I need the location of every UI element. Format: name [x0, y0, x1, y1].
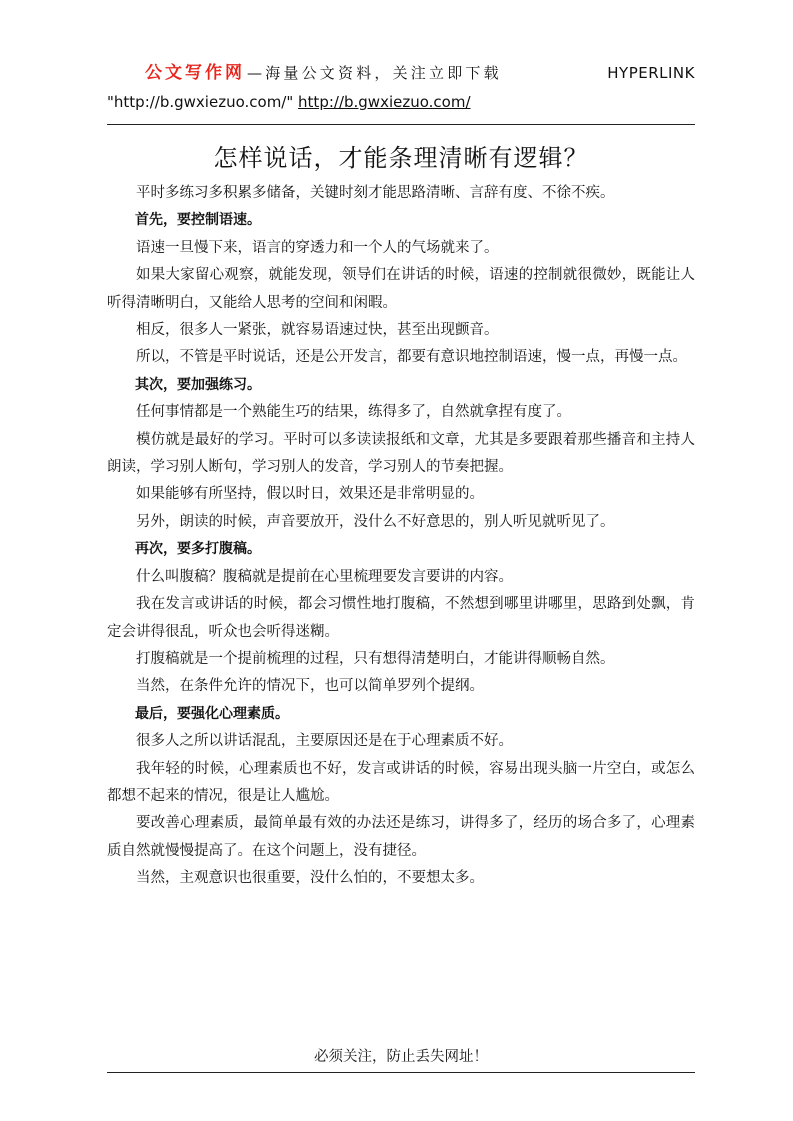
header-line-2	[107, 88, 695, 116]
header-line-1	[107, 58, 695, 88]
header-tagline: —海量公文资料，关注立即下载	[247, 64, 502, 82]
paragraph: 当然，主观意识也很重要，没什么怕的，不要想太多。	[136, 870, 484, 887]
paragraph: 我在发言或讲话的时候，都会习惯性地打腹稿，不然想到哪里讲哪里，思路到处飘，肯定会讲得很乱，听众也会听得迷糊。	[107, 596, 695, 640]
paragraph: 我年轻的时候，心理素质也不好，发言或讲话的时候，容易出现头脑一片空白，或怎么都想不起来的情况，很是让人尴尬。	[107, 760, 695, 804]
page-header	[107, 58, 695, 116]
hyperlink-field-code: HYPERLINK	[607, 64, 695, 82]
paragraph: 什么叫腹稿？腹稿就是提前在心里梳理要发言要讲的内容。	[136, 568, 513, 585]
section-heading: 其次，要加强练习。	[135, 376, 261, 393]
site-name: 公文写作网	[145, 63, 245, 83]
paragraph: 如果大家留心观察，就能发现，领导们在讲话的时候，语速的控制就很微妙，既能让人听得清晰明白，又能给人思考的空间和闲暇。	[107, 267, 695, 311]
section-heading: 再次，要多打腹稿。	[135, 541, 261, 558]
paragraph: 另外，朗读的时候，声音要放开，没什么不好意思的，别人听见就听见了。	[136, 513, 615, 530]
paragraph: 很多人之所以讲话混乱，主要原因还是在于心理素质不好。	[136, 733, 513, 750]
footer-divider	[107, 1072, 695, 1073]
paragraph: 要改善心理素质，最简单最有效的办法还是练习，讲得多了，经历的场合多了，心理素质自然就慢慢提高了。在这个问题上，没有捷径。	[107, 815, 695, 859]
paragraph: 打腹稿就是一个提前梳理的过程，只有想得清楚明白，才能讲得顺畅自然。	[136, 650, 615, 667]
paragraph: 当然，在条件允许的情况下，也可以简单罗列个提纲。	[136, 678, 484, 695]
footer-notice: 必须关注，防止丢失网址！	[314, 1049, 488, 1065]
header-link-quoted: "http://b.gwxiezuo.com/"	[107, 93, 294, 111]
paragraph: 所以，不管是平时说话，还是公开发言，都要有意识地控制语速，慢一点，再慢一点。	[136, 349, 687, 366]
paragraph: 相反，很多人一紧张，就容易语速过快，甚至出现颤音。	[136, 322, 499, 339]
paragraph: 模仿就是最好的学习。平时可以多读读报纸和文章，尤其是多要跟着那些播音和主持人朗读，学习别人断句，学习别人的发音，学习别人的节奏把握。	[107, 431, 695, 476]
document-body	[107, 180, 695, 893]
section-heading: 首先，要控制语速。	[135, 212, 261, 229]
header-divider	[107, 124, 695, 125]
paragraph: 任何事情都是一个熟能生巧的结果，练得多了，自然就拿捏有度了。	[136, 404, 571, 421]
header-link[interactable]: http://b.gwxiezuo.com/	[298, 93, 471, 111]
paragraph: 平时多练习多积累多储备，关键时刻才能思路清晰、言辞有度、不徐不疾。	[136, 185, 615, 201]
paragraph: 语速一旦慢下来，语言的穿透力和一个人的气场就来了。	[136, 239, 499, 256]
document-title: 怎样说话，才能条理清晰有逻辑？	[213, 144, 589, 172]
paragraph: 如果能够有所坚持，假以时日，效果还是非常明显的。	[136, 486, 484, 503]
section-heading: 最后，要强化心理素质。	[135, 705, 289, 722]
